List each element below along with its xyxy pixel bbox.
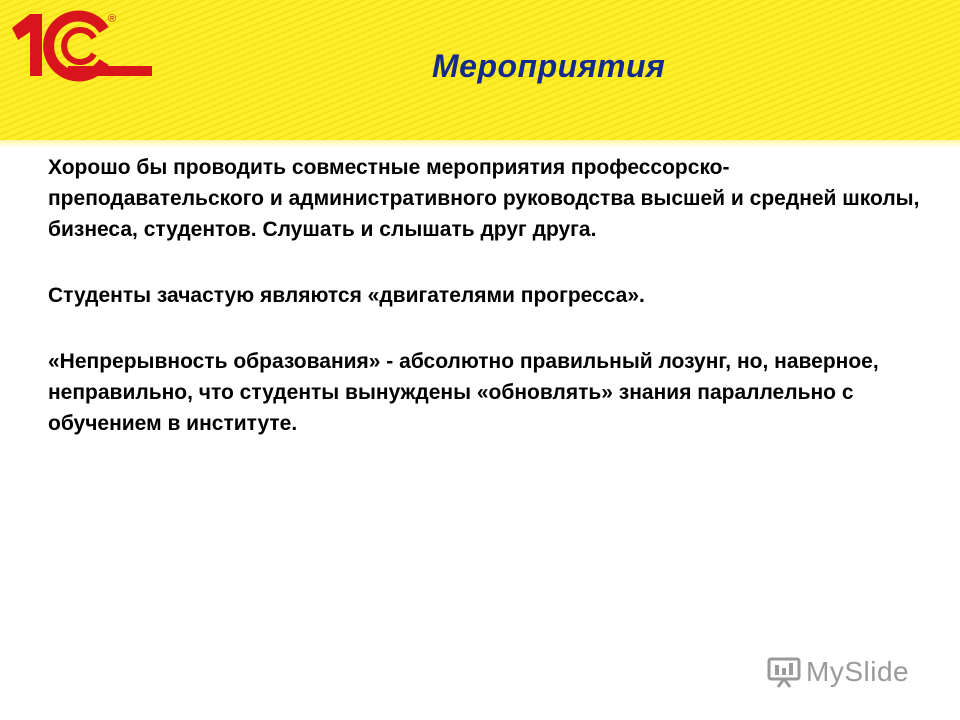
presentation-icon [766, 654, 802, 690]
paragraph-1: Хорошо бы проводить совместные мероприятия профессорско-преподавательского и административного руководства высшей и средней школы, бизнеса, студентов. Слушать и слышать друг друга. [48, 156, 920, 241]
slide-title: Мероприятия [432, 48, 666, 84]
watermark-text: MySlide [806, 656, 910, 687]
1c-logo [8, 6, 154, 86]
paragraph-2: Студенты зачастую являются «двигателями прогресса». [48, 284, 645, 307]
header-fade [0, 140, 960, 148]
myslide-watermark [766, 652, 936, 692]
registered-mark: ® [108, 13, 117, 25]
slide-body [48, 152, 928, 474]
paragraph-3: «Непрерывность образования» - абсолютно правильный лозунг, но, наверное, неправильно, что студенты вынуждены «обновлять» знания параллельно с обучением в институте. [48, 350, 879, 435]
